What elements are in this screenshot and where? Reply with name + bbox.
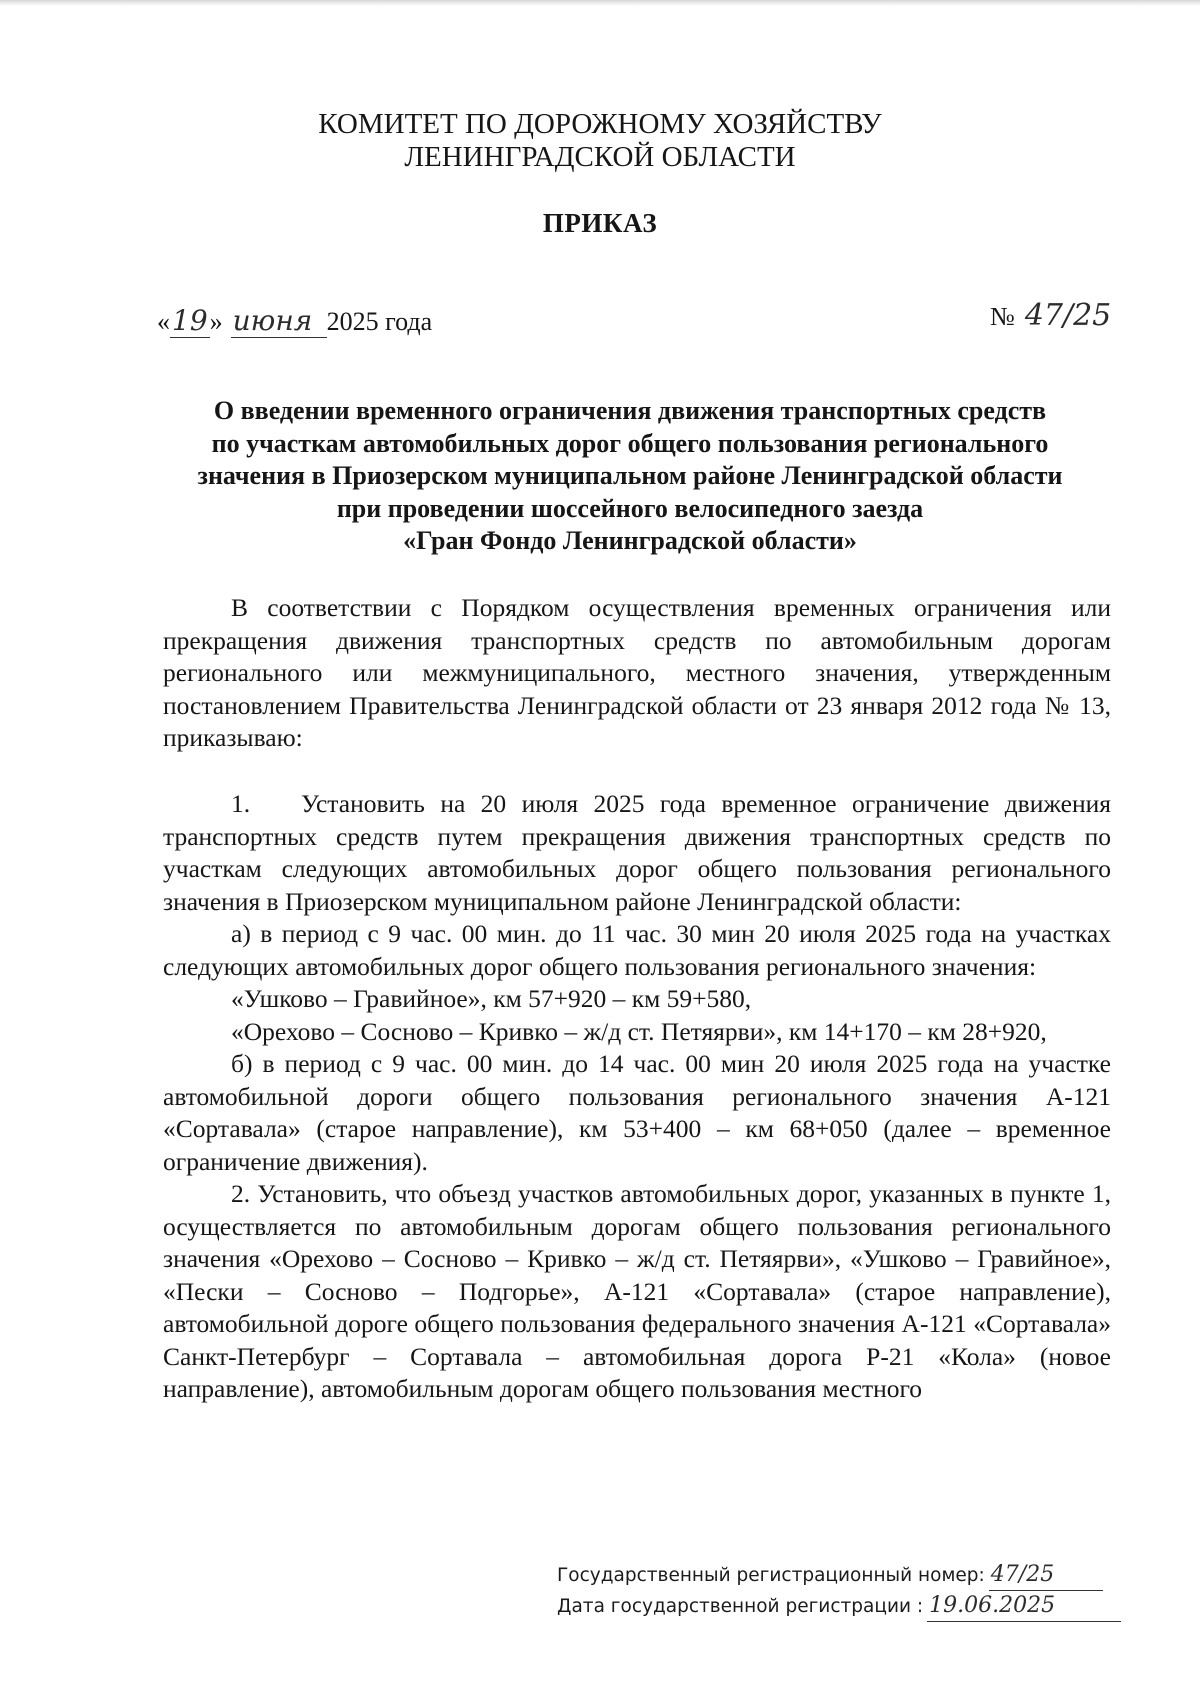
heading-line: по участкам автомобильных дорог общего пользования регионального <box>211 428 1049 458</box>
registration-date-handwritten: 19.06.2025 <box>927 1591 1121 1622</box>
scan-edge <box>0 0 1200 6</box>
organization-header <box>0 108 1200 174</box>
order-heading <box>150 395 1110 558</box>
date-year: 2025 года <box>326 307 433 336</box>
date-open-quote: « <box>157 307 170 336</box>
date-close-quote: » <box>209 307 223 336</box>
organization-line-2: ЛЕНИНГРАДСКОЙ ОБЛАСТИ <box>404 141 796 173</box>
intro-block <box>163 592 1111 755</box>
item-1-number: 1. <box>231 789 251 818</box>
document-type: ПРИКАЗ <box>542 208 658 238</box>
item-1a: а) в период с 9 час. 00 мин. до 11 час. 30 мин 20 июля 2025 года на участках следующих автомобильных дорог общего пользования регионального значения: <box>163 919 1111 981</box>
registration-stamp <box>557 1560 1121 1622</box>
heading-line: значения в Приозерском муниципальном районе Ленинградской области <box>197 461 1063 490</box>
order-items <box>163 788 1111 1406</box>
registration-date-label: Дата государственной регистрации : <box>557 1596 924 1617</box>
order-number <box>990 298 1113 333</box>
item-2: 2. Установить, что объезд участков автомобильных дорог, указанных в пункте 1, осуществляется по автомобильным дорогам общего пользования регионального значения «Орехово – Сосново – Кривко – ж/д ст. Петяярви», «Ушково – Гравийное», «Пески – Сосново – Подгорье», А-121 «Сортавала» (старое направление), автомобильной дороге общего пользования федерального значения А-121 «Сортавала» Санкт-Петербург – Сортавала – автомобильная дорога Р-21 «Кола» (новое направление), автомобильным дорогам общего пользования местного <box>163 1179 1111 1403</box>
road-2: «Орехово – Сосново – Кривко – ж/д ст. Петяярви», км 14+170 – км 28+920, <box>231 1016 1047 1046</box>
road-1: «Ушково – Гравийное», км 57+920 – км 59+580, <box>231 984 752 1013</box>
organization-line-1: КОМИТЕТ ПО ДОРОЖНОМУ ХОЗЯЙСТВУ <box>318 108 882 140</box>
registration-number-label: Государственный регистрационный номер: <box>557 1565 985 1586</box>
heading-line: при проведении шоссейного велосипедного заезда <box>336 493 924 523</box>
intro-paragraph: В соответствии с Порядком осуществления временных ограничения или прекращения движения транспортных средств по автомобильным дорогам регионального или межмуниципального, местного значения, утвержденным постановлением Правительства Ленинградской области от 23 января 2012 года № 13, приказываю: <box>163 593 1111 752</box>
item-1-text: Установить на 20 июля 2025 года временное ограничение движения транспортных средств путем прекращения движения транспортных средств по участкам следующих автомобильных дорог общего пользования регионального значения в Приозерском муниципальном районе Ленинградской области: <box>163 789 1111 916</box>
number-sign: № <box>990 302 1015 331</box>
order-date <box>157 304 432 338</box>
heading-line: «Гран Фондо Ленинградской области» <box>403 526 857 555</box>
registration-number-handwritten: 47/25 <box>989 1560 1103 1591</box>
registration-number-row <box>557 1560 1121 1591</box>
item-1b: б) в период с 9 час. 00 мин. до 14 час. 00 мин 20 июля 2025 года на участке автомобильной дороги общего пользования регионального значения А-121 «Сортавала» (старое направление), км 53+400 – км 68+050 (далее – временное ограничение движения). <box>163 1049 1111 1176</box>
date-month-handwritten: июня <box>231 304 327 338</box>
heading-line: О введении временного ограничения движения транспортных средств <box>213 396 1047 425</box>
registration-date-row <box>557 1591 1121 1622</box>
item-1 <box>163 788 1111 918</box>
date-day-handwritten: 19 <box>172 304 208 337</box>
number-handwritten: 47/25 <box>1024 298 1112 333</box>
